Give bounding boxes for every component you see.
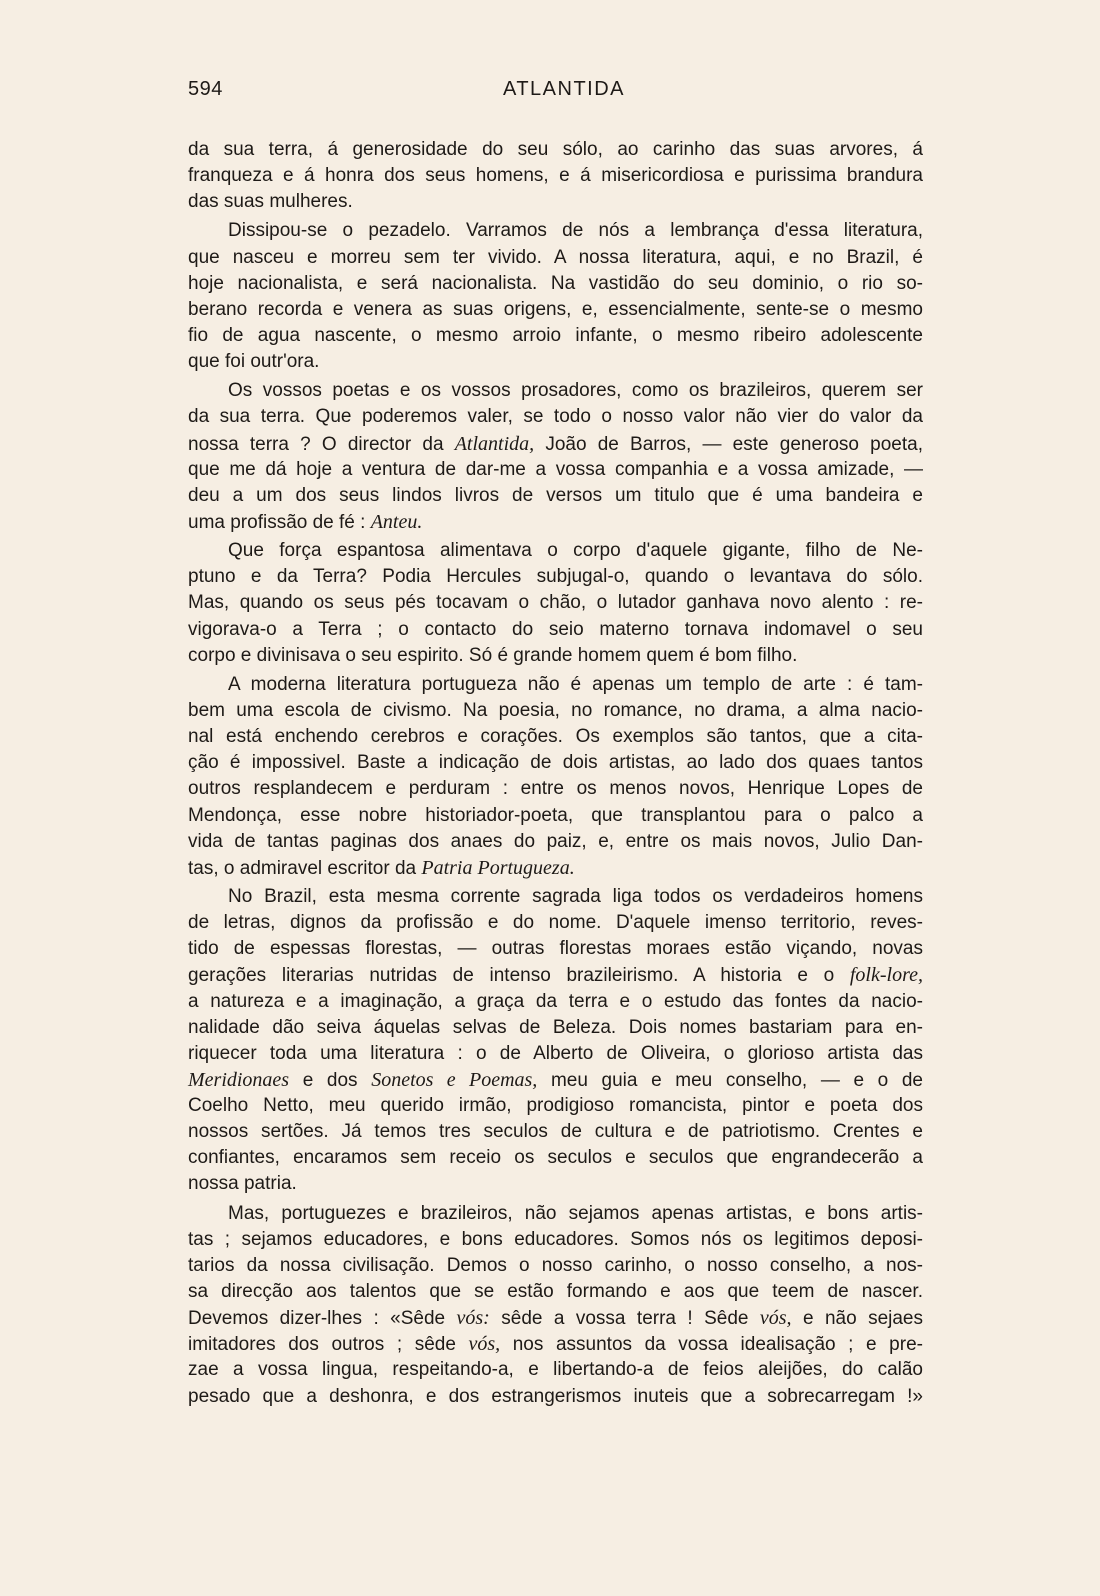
text-segment: nossa terra ? O director da bbox=[188, 433, 455, 455]
text-segment: tas ; sejamos educadores, e bons educadores. Somos nós os legitimos deposi- bbox=[188, 1228, 923, 1250]
text-segment: Coelho Netto, meu querido irmão, prodigioso romancista, pintor e poeta dos bbox=[188, 1095, 923, 1117]
text-line bbox=[188, 163, 923, 189]
text-line bbox=[188, 776, 923, 802]
text-segment: confiantes, encaramos sem receio os seculos e seculos que engrandecerão a bbox=[188, 1147, 923, 1169]
text-segment: e não sejaes bbox=[791, 1308, 924, 1330]
text-line bbox=[188, 483, 923, 509]
text-segment: imitadores dos outros ; sêde bbox=[188, 1334, 469, 1356]
text-segment: berano recorda e venera as suas origens, e, essencialmente, sente-se o mesmo bbox=[188, 298, 923, 320]
text-line bbox=[188, 936, 923, 962]
text-segment: de letras, dignos da profissão e do nome. D'aquele imenso territorio, reves- bbox=[188, 912, 923, 934]
text-segment: vida de tantas paginas dos anaes do paiz, e, entre os mais novos, Julio Dan- bbox=[188, 830, 923, 852]
text-segment: e dos bbox=[289, 1069, 372, 1091]
text-segment: Mas, portuguezes e brazileiros, não sejamos apenas artistas, e bons artis- bbox=[228, 1202, 923, 1224]
italic-text: Patria Portugueza. bbox=[421, 856, 575, 879]
text-line bbox=[188, 1093, 923, 1119]
text-line bbox=[188, 1305, 923, 1331]
italic-text: vós: bbox=[456, 1307, 490, 1330]
italic-text: Anteu. bbox=[370, 510, 423, 533]
text-line bbox=[188, 1384, 923, 1410]
italic-text: folk-lore, bbox=[849, 964, 923, 987]
text-line bbox=[188, 1171, 923, 1197]
text-line bbox=[188, 910, 923, 936]
text-line bbox=[188, 509, 923, 535]
text-line bbox=[188, 1041, 923, 1067]
text-line bbox=[188, 1145, 923, 1171]
text-line bbox=[188, 643, 923, 669]
text-segment: Dissipou-se o pezadelo. Varramos de nós a lembrança d'essa literatura, bbox=[228, 220, 923, 242]
text-line bbox=[188, 1279, 923, 1305]
text-line bbox=[188, 323, 923, 349]
running-title: ATLANTIDA bbox=[502, 78, 626, 100]
text-segment: nalidade dão seiva áquelas selvas de Beleza. Dois nomes bastariam para en- bbox=[188, 1016, 923, 1038]
text-segment: gerações literarias nutridas de intenso brazileirismo. A historia e o bbox=[188, 965, 850, 987]
text-line bbox=[188, 218, 923, 244]
text-line bbox=[188, 137, 923, 163]
text-line bbox=[188, 672, 923, 698]
text-segment: da sua terra, á generosidade do seu sólo, ao carinho das suas arvores, á bbox=[188, 139, 923, 160]
text-segment: que me dá hoje a ventura de dar-me a vossa companhia e a vossa amizade, — bbox=[188, 458, 923, 480]
text-line bbox=[188, 750, 923, 776]
text-segment: bem uma escola de civismo. Na poesia, no romance, no drama, a alma nacio- bbox=[188, 699, 923, 721]
text-line bbox=[188, 457, 923, 483]
text-segment: Mas, quando os seus pés tocavam o chão, o lutador ganhava novo alento : re- bbox=[188, 592, 923, 614]
text-segment: corpo e divinisava o seu espirito. Só é grande homem quem é bom filho. bbox=[188, 644, 798, 666]
italic-text: Meridionaes bbox=[188, 1068, 290, 1091]
text-line bbox=[188, 1015, 923, 1041]
text-segment: Devemos dizer-lhes : «Sêde bbox=[188, 1308, 457, 1330]
text-segment: da sua terra. Que poderemos valer, se todo o nosso valor não vier do valor da bbox=[188, 406, 923, 428]
text-segment: vigorava-o a Terra ; o contacto do seio materno tornava indomavel o seu bbox=[188, 618, 923, 640]
text-line bbox=[188, 1253, 923, 1279]
text-line bbox=[188, 884, 923, 910]
italic-text: vós, bbox=[468, 1333, 501, 1356]
text-segment: sêde a vossa terra ! Sêde bbox=[489, 1308, 760, 1330]
text-segment: nossa patria. bbox=[188, 1173, 297, 1195]
text-line bbox=[188, 564, 923, 590]
text-line bbox=[188, 1227, 923, 1253]
text-segment: pesado que a deshonra, e dos estrangerismos inuteis que a sobrecarregam !» bbox=[188, 1385, 923, 1407]
text-segment: outros resplandecem e perduram : entre os menos novos, Henrique Lopes de bbox=[188, 778, 923, 800]
article-body bbox=[188, 137, 923, 1410]
text-line bbox=[188, 803, 923, 829]
text-segment: tas, o admiravel escritor da bbox=[188, 857, 422, 879]
text-line bbox=[188, 189, 923, 215]
text-segment: João de Barros, — este generoso poeta, bbox=[534, 433, 923, 455]
text-line bbox=[188, 1067, 923, 1093]
text-line bbox=[188, 1331, 923, 1357]
text-segment: zae a vossa lingua, respeitando-a, e libertando-a de feios aleijões, do calão bbox=[188, 1359, 923, 1381]
text-line bbox=[188, 1119, 923, 1145]
text-segment: hoje nacionalista, e será nacionalista. Na vastidão do seu dominio, o rio so- bbox=[188, 272, 923, 294]
text-line bbox=[188, 297, 923, 323]
text-segment: nos assuntos da vossa idealisação ; e pre- bbox=[500, 1334, 923, 1356]
text-segment: deu a um dos seus lindos livros de versos um titulo que é uma bandeira e bbox=[188, 484, 923, 506]
text-line bbox=[188, 378, 923, 404]
text-line bbox=[188, 404, 923, 430]
text-segment: Mendonça, esse nobre historiador-poeta, que transplantou para o palco a bbox=[188, 804, 923, 826]
text-segment: uma profissão de fé : bbox=[188, 511, 371, 533]
text-segment: a natureza e a imaginação, a graça da terra e o estudo das fontes da nacio- bbox=[188, 990, 923, 1012]
text-segment: ptuno e da Terra? Podia Hercules subjugal-o, quando o levantava do sólo. bbox=[188, 566, 923, 588]
italic-text: Sonetos e Poemas, bbox=[371, 1068, 538, 1091]
text-segment: que foi outr'ora. bbox=[188, 351, 320, 373]
text-line bbox=[188, 1357, 923, 1383]
text-segment: riquecer toda uma literatura : o de Alberto de Oliveira, o glorioso artista das bbox=[188, 1042, 923, 1064]
text-line bbox=[188, 245, 923, 271]
text-segment: Que força espantosa alimentava o corpo d'aquele gigante, filho de Ne- bbox=[228, 540, 923, 562]
text-segment: A moderna literatura portugueza não é apenas um templo de arte : é tam- bbox=[228, 673, 923, 695]
text-line bbox=[188, 349, 923, 375]
text-line bbox=[188, 724, 923, 750]
text-line bbox=[188, 962, 923, 988]
text-segment: Os vossos poetas e os vossos prosadores, como os brazileiros, querem ser bbox=[228, 380, 923, 402]
text-line bbox=[188, 590, 923, 616]
text-segment: franqueza e á honra dos seus homens, e á misericordiosa e purissima brandura bbox=[188, 165, 923, 187]
page-number: 594 bbox=[188, 78, 223, 100]
text-line bbox=[188, 855, 923, 881]
text-line bbox=[188, 989, 923, 1015]
text-segment: No Brazil, esta mesma corrente sagrada liga todos os verdadeiros homens bbox=[228, 885, 923, 907]
text-segment: ção é impossivel. Baste a indicação de dois artistas, ao lado dos quaes tantos bbox=[188, 752, 923, 774]
italic-text: Atlantida, bbox=[454, 432, 535, 455]
text-segment: das suas mulheres. bbox=[188, 191, 353, 213]
text-segment: sa direcção aos talentos que se estão formando e aos que teem de nascer. bbox=[188, 1281, 923, 1303]
text-line bbox=[188, 538, 923, 564]
text-segment: nal está enchendo cerebros e corações. Os exemplos são tantos, que a cita- bbox=[188, 726, 923, 748]
text-segment: que nasceu e morreu sem ter vivido. A nossa literatura, aqui, e no Brazil, é bbox=[188, 246, 923, 268]
text-segment: fio de agua nascente, o mesmo arroio infante, o mesmo ribeiro adolescente bbox=[188, 324, 923, 346]
text-line bbox=[188, 1201, 923, 1227]
text-line bbox=[188, 271, 923, 297]
italic-text: vós, bbox=[759, 1307, 792, 1330]
text-line bbox=[188, 617, 923, 643]
text-segment: nossos sertões. Já temos tres seculos de cultura e de patriotismo. Crentes e bbox=[188, 1121, 923, 1143]
text-segment: tarios da nossa civilisação. Demos o nosso carinho, o nosso conselho, a nos- bbox=[188, 1254, 923, 1276]
text-line bbox=[188, 829, 923, 855]
text-line bbox=[188, 698, 923, 724]
text-segment: tido de espessas florestas, — outras florestas moraes estão viçando, novas bbox=[188, 938, 923, 960]
text-line bbox=[188, 431, 923, 457]
text-segment: meu guia e meu conselho, — e o de bbox=[537, 1069, 923, 1091]
